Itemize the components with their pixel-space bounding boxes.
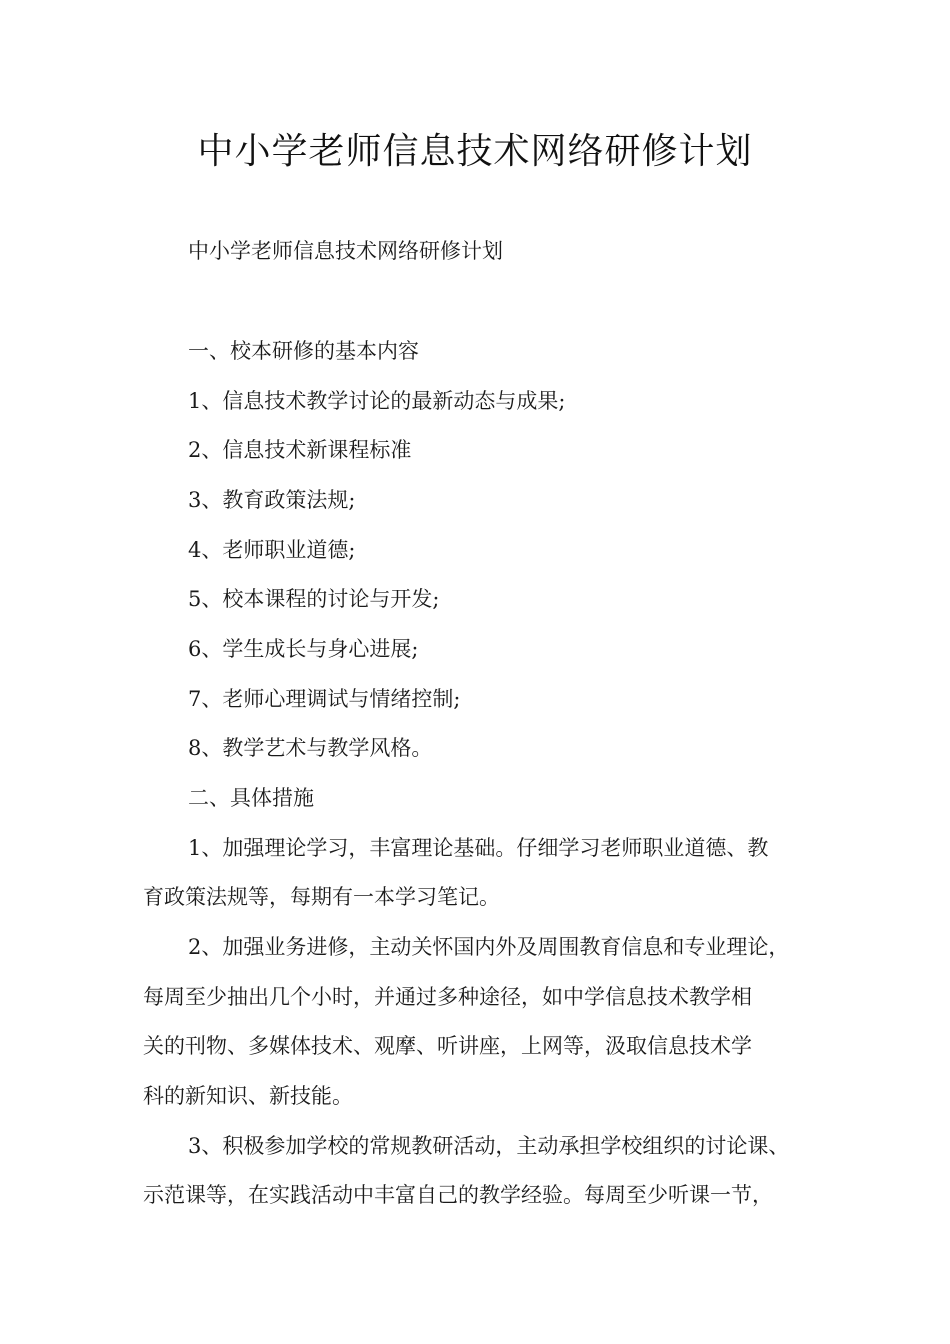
paragraph-line: 示范课等，在实践活动中丰富自己的教学经验。每周至少听课一节， <box>143 1183 773 1207</box>
paragraph-line: 关的刊物、多媒体技术、观摩、听讲座，上网等，汲取信息技术学 <box>143 1034 752 1058</box>
content-item: 8、教学艺术与教学风格。 <box>188 736 433 760</box>
content-item: 4、老师职业道德; <box>188 538 356 562</box>
content-item: 7、老师心理调试与情绪控制; <box>188 687 461 711</box>
paragraph-line: 3、积极参加学校的常规教研活动，主动承担学校组织的讨论课、 <box>188 1134 790 1158</box>
content-item: 1、信息技术教学讨论的最新动态与成果; <box>188 389 566 413</box>
document-subtitle: 中小学老师信息技术网络研修计划 <box>188 239 503 263</box>
paragraph-line: 1、加强理论学习，丰富理论基础。仔细学习老师职业道德、教 <box>188 836 769 860</box>
paragraph-line: 育政策法规等，每期有一本学习笔记。 <box>143 885 500 909</box>
content-item: 2、信息技术新课程标准 <box>188 438 412 462</box>
section-heading-content: 一、校本研修的基本内容 <box>188 339 419 363</box>
content-item: 6、学生成长与身心进展; <box>188 637 419 661</box>
document-title: 中小学老师信息技术网络研修计划 <box>197 131 753 172</box>
content-item: 3、教育政策法规; <box>188 488 356 512</box>
paragraph-line: 每周至少抽出几个小时，并通过多种途径，如中学信息技术教学相 <box>143 985 752 1009</box>
content-item: 5、校本课程的讨论与开发; <box>188 587 440 611</box>
section-heading-measures: 二、具体措施 <box>188 786 314 810</box>
paragraph-line: 2、加强业务进修，主动关怀国内外及周围教育信息和专业理论， <box>188 935 790 959</box>
paragraph-line: 科的新知识、新技能。 <box>143 1084 353 1108</box>
